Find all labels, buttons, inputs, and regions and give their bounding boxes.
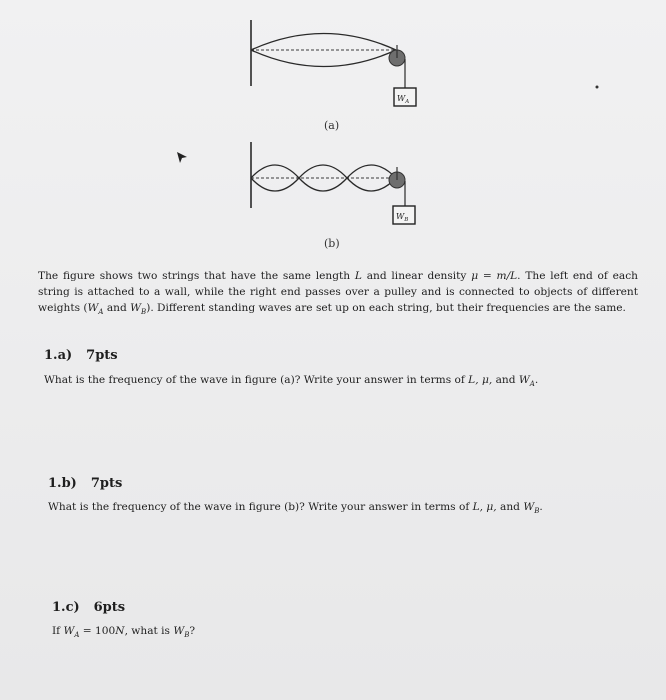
weight-a-label: $W_A$ (397, 94, 410, 105)
question-1a-points: 7pts (86, 348, 118, 363)
question-1c-text: If $W_A = 100N$, what is $W_B$? (52, 625, 196, 640)
wave-a-upper (251, 34, 396, 51)
question-1b-number: 1.b) (48, 476, 77, 491)
intro-paragraph: The figure shows two strings that have the same length L and linear density μ = m/L. The left end of each string is attached to a wall, while the right end passes over a pulley and is connected to objects of different weights ($W_A$ and $W_B$). Different standing waves are set up on each string, but their frequencies are the same. (38, 270, 638, 317)
wave-a-lower (251, 50, 396, 67)
speck-dot (596, 86, 599, 89)
figure-a (251, 20, 416, 132)
figure-b (251, 142, 415, 250)
weight-b-label: $W_B$ (396, 212, 409, 223)
question-1c-number: 1.c) (52, 600, 80, 615)
mouse-cursor-icon (177, 152, 187, 163)
figure-b-label: (b) (324, 237, 340, 250)
question-1b-text: What is the frequency of the wave in figure (b)? Write your answer in terms of L, μ, and $W_B$. (48, 501, 543, 516)
question-1a-number: 1.a) (44, 348, 73, 363)
question-1c-points: 6pts (93, 600, 126, 615)
question-1b-header (48, 476, 122, 491)
question-1a-header (44, 348, 118, 363)
figure-a-label: (a) (324, 119, 340, 132)
string-figure (0, 0, 666, 260)
question-1b-points: 7pts (90, 476, 123, 491)
question-1c-header (52, 600, 125, 615)
question-1a-text: What is the frequency of the wave in figure (a)? Write your answer in terms of L, μ, and $W_A$. (44, 374, 539, 389)
